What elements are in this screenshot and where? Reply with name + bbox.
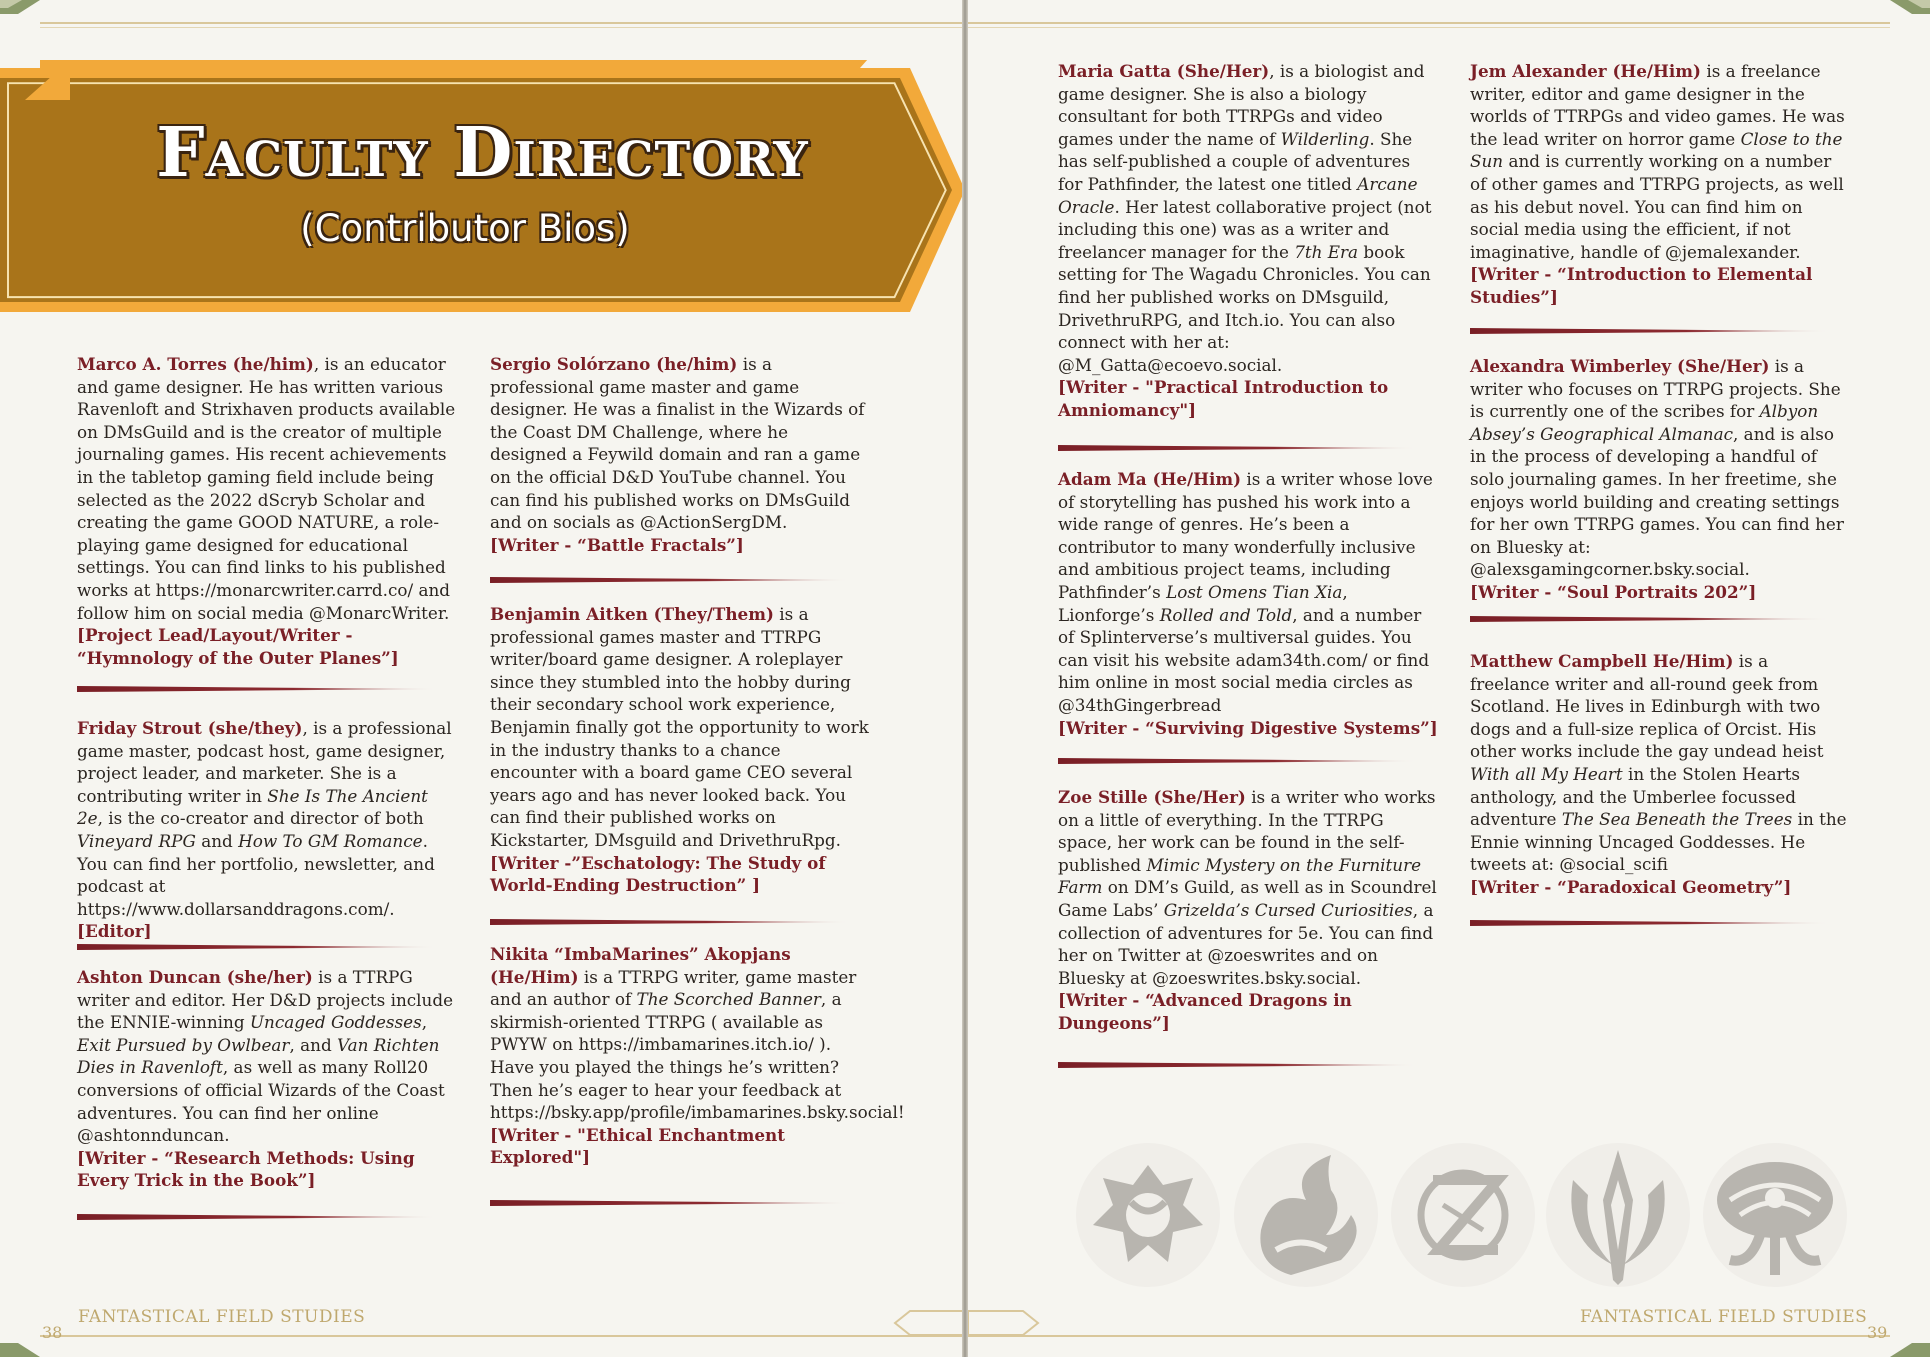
bio-text: and	[195, 830, 239, 851]
bio-name: Maria Gatta (She/Her)	[1058, 61, 1270, 81]
bio-aitken	[490, 603, 870, 897]
bio-text: . She has self-published a couple of adventures for Pathfinder, the latest one titled	[1058, 128, 1413, 194]
bio-text: is a TTRPG writer and editor. Her D&D projects include the ENNIE-winning	[77, 967, 454, 1033]
bio-role: [Project Lead/Layout/Writer - “Hymnology of the Outer Planes”]	[77, 625, 399, 668]
footer-ornament	[968, 1308, 1048, 1338]
bio-name: Zoe Stille (She/Her)	[1058, 787, 1246, 807]
bio-title: Exit Pursued by Owlbear	[77, 1034, 290, 1055]
bio-title: Uncaged Goddesses	[249, 1012, 422, 1033]
bio-duncan	[77, 966, 457, 1192]
divider-rule	[490, 919, 850, 925]
flame-emblem-icon	[1231, 1140, 1381, 1290]
divider-rule	[77, 1214, 437, 1220]
divider-rule	[1470, 920, 1830, 926]
bio-title: Grizelda’s Cursed Curiosities	[1163, 899, 1413, 920]
bio-text: , Lionforge’s	[1058, 581, 1348, 625]
bio-title: 7th Era	[1294, 241, 1359, 262]
bio-role: [Writer - "Practical Introduction to Amniomancy"]	[1058, 377, 1389, 420]
bio-text: , and	[289, 1034, 338, 1055]
divider-rule	[490, 577, 850, 583]
banner-left-edge	[25, 60, 70, 100]
bio-text: , is a biologist and game designer. She is also a biology consultant for both TTRPGs and video games under the name of	[1058, 61, 1425, 149]
bio-text: , and a number of Splinterverse’s multiversal guides. You can visit his website adam34th.com/ or find him online in most social media circles as @34thGingerbread	[1058, 604, 1430, 715]
bio-name: Marco A. Torres (he/him)	[77, 354, 314, 374]
corner-ornament-top-left	[0, 0, 60, 30]
blade-emblem-icon	[1543, 1140, 1693, 1290]
bio-text: , a collection of adventures for 5e. You can find her on Twitter at @zoeswrites and on Bluesky at @zoeswrites.bsky.social.	[1058, 899, 1434, 988]
bio-text: in the Stolen Hearts anthology, and the Umberlee focussed adventure	[1470, 763, 1801, 830]
bio-name: Sergio Solórzano (he/him)	[490, 354, 738, 374]
divider-rule	[1058, 445, 1418, 451]
sigil-emblem-icon	[1388, 1140, 1538, 1290]
bio-role: [Writer - “Surviving Digestive Systems”]	[1058, 717, 1438, 738]
divider-rule	[490, 1200, 850, 1206]
top-border	[968, 22, 1890, 24]
divider-rule	[77, 944, 437, 950]
bio-title: The Sea Beneath the Trees	[1561, 809, 1793, 830]
bio-text: is a professional game master and game designer. He was a finalist in the Wizards of the Coast DM Challenge, where he designed a Feywild domain and ran a game on the official D&D YouTube channel. You can find his published works on DMsGuild and on socials as @ActionSergDM.	[490, 354, 865, 533]
left-page	[0, 0, 964, 1357]
top-border-inner	[968, 27, 1890, 28]
bio-text: on DM’s Guild, as well as in Scoundrel Game Labs’	[1058, 877, 1437, 920]
bio-role: [Writer -”Eschatology: The Study of World-Ending Destruction” ]	[490, 852, 826, 896]
bio-title: Lost Omens Tian Xia	[1166, 581, 1343, 602]
bio-strout	[77, 717, 457, 943]
bio-text: in the Ennie winning Uncaged Goddesses. He tweets at: @social_scifi	[1470, 809, 1847, 875]
bio-text: is a freelance writer and all-round geek from Scotland. He lives in Edinburgh with two dogs and a full-size replica of Orcist. His other works include the gay undead heist	[1470, 651, 1824, 762]
bio-role: [Writer - “Paradoxical Geometry”]	[1470, 876, 1792, 897]
footer-book-title: FANTASTICAL FIELD STUDIES	[78, 1307, 366, 1327]
bottom-border	[968, 1335, 1890, 1337]
crown-emblem-icon	[1073, 1140, 1223, 1290]
bio-text: and is currently working on a number of other games and TTRPG projects, as well as his debut novel. You can find him on social media using the efficient, if not imaginative, handle of @jemalexander.	[1470, 151, 1844, 262]
footer-ornament	[885, 1308, 964, 1338]
bio-title: She Is The Ancient 2e	[77, 785, 428, 829]
bio-title: Close to the Sun	[1470, 128, 1843, 172]
top-border-inner	[40, 27, 964, 28]
spiral-emblem-icon	[1700, 1140, 1850, 1290]
bio-name: Ashton Duncan (she/her)	[77, 967, 313, 987]
bio-role: [Editor]	[77, 921, 152, 942]
page-number: 38	[42, 1323, 63, 1342]
divider-rule	[1058, 758, 1418, 764]
bio-title: Albyon Absey’s Geographical Almanac	[1470, 401, 1819, 444]
bottom-border	[40, 1335, 964, 1337]
bio-text: is a writer who works on a little of everything. In the TTRPG space, her work can be found in the self-published	[1058, 787, 1436, 875]
bio-name: Benjamin Aitken (They/Them)	[490, 604, 774, 624]
bio-text: book setting for The Wagadu Chronicles. You can find her published works on DMsguild, DrivethruRPG, and Itch.io. You can also connect with her at: @M_Gatta@ecoevo.social.	[1058, 241, 1431, 375]
page-title: Faculty Directory	[156, 113, 809, 193]
bio-akopjans	[490, 943, 905, 1169]
bio-role: [Writer - “Introduction to Elemental Studies”]	[1470, 264, 1813, 307]
bio-title: Vineyard RPG	[77, 830, 196, 851]
divider-rule	[1470, 616, 1830, 622]
bio-title: Rolled and Told	[1159, 604, 1293, 625]
bio-text: is a professional games master and TTRPG writer/board game designer. A roleplayer since they stumbled into the hobby during their secondary school work experience, Benjamin finally got the opportunity to work in the industry thanks to a chance encounter with a board game CEO several years ago and has never looked back. You can find their published works on Kickstarter, DMsguild and DrivethruRpg.	[490, 604, 869, 850]
bio-title: Van Richten Dies in Ravenloft	[77, 1034, 440, 1078]
bio-alexander	[1470, 60, 1850, 309]
bio-role: [Writer - “Advanced Dragons in Dungeons”]	[1058, 990, 1352, 1033]
bio-name: Jem Alexander (He/Him)	[1470, 61, 1701, 81]
bio-text: , is an educator and game designer. He has written various Ravenloft and Strixhaven products available on DMsGuild and is the creator of multiple journaling games. His recent achievements in the tabletop gaming field include being selected as the 2022 dScryb Scholar and creating the game GOOD NATURE, a role-playing game designed for educational settings. You can find links to his published works at https://monarcwriter.carrd.co/ and follow him on social media @MonarcWriter.	[77, 354, 456, 623]
bio-text: , as well as many Roll20 conversions of official Wizards of the Coast adventures. You can find her online @ashtonnduncan.	[77, 1057, 445, 1146]
bio-name: Friday Strout (she/they)	[77, 718, 303, 738]
bio-title: Wilderling	[1280, 128, 1370, 149]
bio-campbell	[1470, 650, 1850, 899]
top-border	[40, 22, 964, 24]
right-page	[968, 0, 1930, 1357]
bio-role: [Writer - “Research Methods: Using Every Trick in the Book”]	[77, 1147, 415, 1191]
bio-stille	[1058, 786, 1438, 1035]
bio-text: is a freelance writer, editor and game designer in the worlds of TTRPGs and video games. He was the lead writer on horror game	[1470, 61, 1845, 149]
bio-text: is a writer who focuses on TTRPG projects. She is currently one of the scribes for	[1470, 356, 1841, 422]
bio-text: , a skirmish-oriented TTRPG ( available as PWYW on https://imbamarines.itch.io/ ). Have you played the things he’s written? Then he’s eager to hear your feedback at https://bsky.app/profile/imbamarines.bsky.social!	[490, 989, 905, 1123]
bio-name: Adam Ma (He/Him)	[1058, 469, 1242, 489]
bio-gatta	[1058, 60, 1438, 422]
divider-rule	[1058, 1062, 1418, 1068]
page-number: 39	[1867, 1323, 1888, 1342]
bio-text: , is the co-creator and director of both	[97, 808, 424, 829]
bio-title: How To GM Romance	[238, 830, 423, 851]
bio-role: [Writer - "Ethical Enchantment Explored"]	[490, 1124, 785, 1168]
bio-text: , and is also in the process of developing a handful of solo journaling games. In her freetime, she enjoys world building and creating settings for her own TTRPG games. You can find her on Bluesky at: @alexsgamingcorner.bsky.social.	[1470, 423, 1844, 580]
bio-text: ,	[421, 1012, 428, 1033]
bio-text: is a TTRPG writer, game master and an author of	[490, 966, 857, 1010]
bio-solorzano	[490, 353, 870, 556]
bio-torres	[77, 353, 457, 669]
bio-text: , is a professional game master, podcast host, game designer, project leader, and marketer. She is a contributing writer in	[77, 718, 452, 806]
bio-ma	[1058, 468, 1438, 739]
bio-role: [Writer - “Battle Fractals”]	[490, 534, 744, 555]
bio-text: is a writer whose love of storytelling has pushed his work into a wide range of genres. He’s been a contributor to many wonderfully inclusive and ambitious project teams, including Pathfinder’s	[1058, 469, 1433, 602]
footer-book-title: FANTASTICAL FIELD STUDIES	[1580, 1307, 1868, 1327]
bio-name: Matthew Campbell He/Him)	[1470, 651, 1734, 671]
bio-text: . Her latest collaborative project (not including this one) was as a writer and freelancer manager for the	[1058, 196, 1432, 262]
bio-name: Nikita “ImbaMarines” Akopjans (He/Him)	[490, 944, 791, 987]
bio-text: . You can find her portfolio, newsletter, and podcast at https://www.dollarsanddragons.com/.	[77, 830, 435, 919]
bio-title: With all My Heart	[1470, 763, 1623, 784]
bio-name: Alexandra Wimberley (She/Her)	[1470, 356, 1770, 376]
divider-rule	[77, 686, 437, 692]
page-subtitle: (Contributor Bios)	[300, 207, 630, 250]
bio-role: [Writer - “Soul Portraits 202”]	[1470, 581, 1757, 602]
bio-wimberley	[1470, 355, 1850, 604]
corner-ornament-top-right	[1870, 0, 1930, 30]
divider-rule	[1470, 328, 1830, 334]
bio-title: Arcane Oracle	[1058, 173, 1418, 217]
bio-title: The Scorched Banner	[636, 989, 821, 1010]
bio-title: Mimic Mystery on the Furniture Farm	[1058, 854, 1422, 898]
